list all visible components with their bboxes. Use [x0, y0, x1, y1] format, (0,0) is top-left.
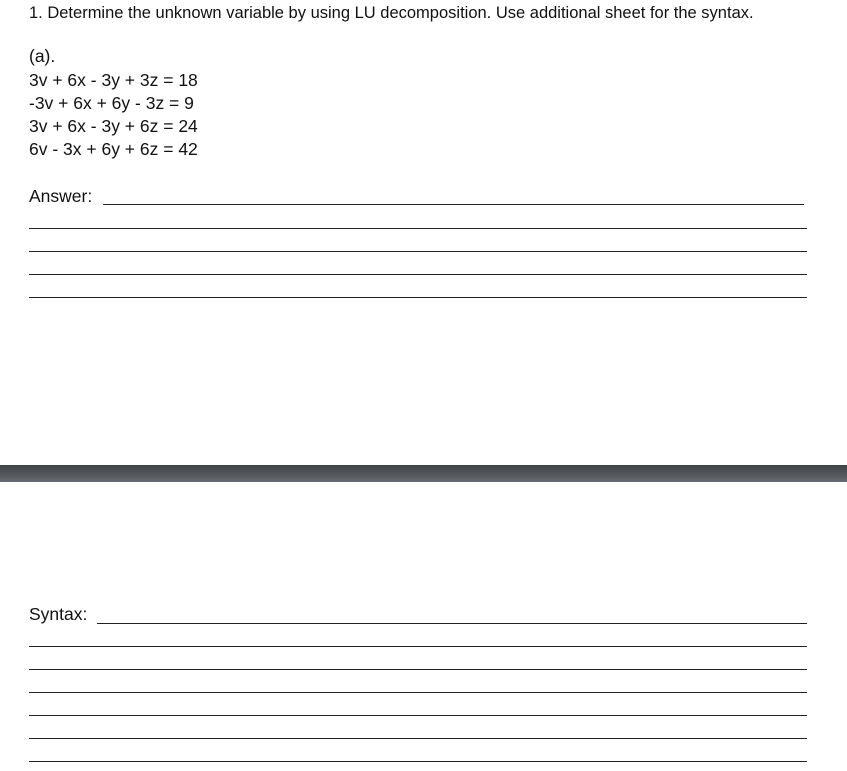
syntax-line[interactable]: [29, 738, 807, 739]
part-label: (a).: [29, 46, 56, 66]
answer-label: Answer:: [29, 186, 93, 206]
syntax-label: Syntax:: [29, 604, 88, 624]
syntax-line[interactable]: [29, 646, 807, 647]
answer-line[interactable]: [29, 297, 807, 298]
answer-line[interactable]: [103, 204, 804, 205]
syntax-line[interactable]: [29, 761, 807, 762]
equation-1: 3v + 6x - 3y + 3z = 18: [29, 70, 198, 90]
syntax-line[interactable]: [29, 692, 807, 693]
question-text: 1. Determine the unknown variable by using LU decomposition. Use additional sheet for the syntax.: [29, 4, 754, 22]
equation-3: 3v + 6x - 3y + 6z = 24: [29, 116, 198, 136]
page-lower: [0, 482, 847, 771]
answer-line[interactable]: [29, 251, 807, 252]
syntax-line[interactable]: [29, 669, 807, 670]
page-separator: [0, 465, 847, 482]
answer-line[interactable]: [29, 228, 807, 229]
equation-2: -3v + 6x + 6y - 3z = 9: [29, 93, 194, 113]
syntax-line[interactable]: [29, 715, 807, 716]
equation-4: 6v - 3x + 6y + 6z = 42: [29, 139, 198, 159]
answer-line[interactable]: [29, 274, 807, 275]
syntax-line[interactable]: [97, 623, 807, 624]
